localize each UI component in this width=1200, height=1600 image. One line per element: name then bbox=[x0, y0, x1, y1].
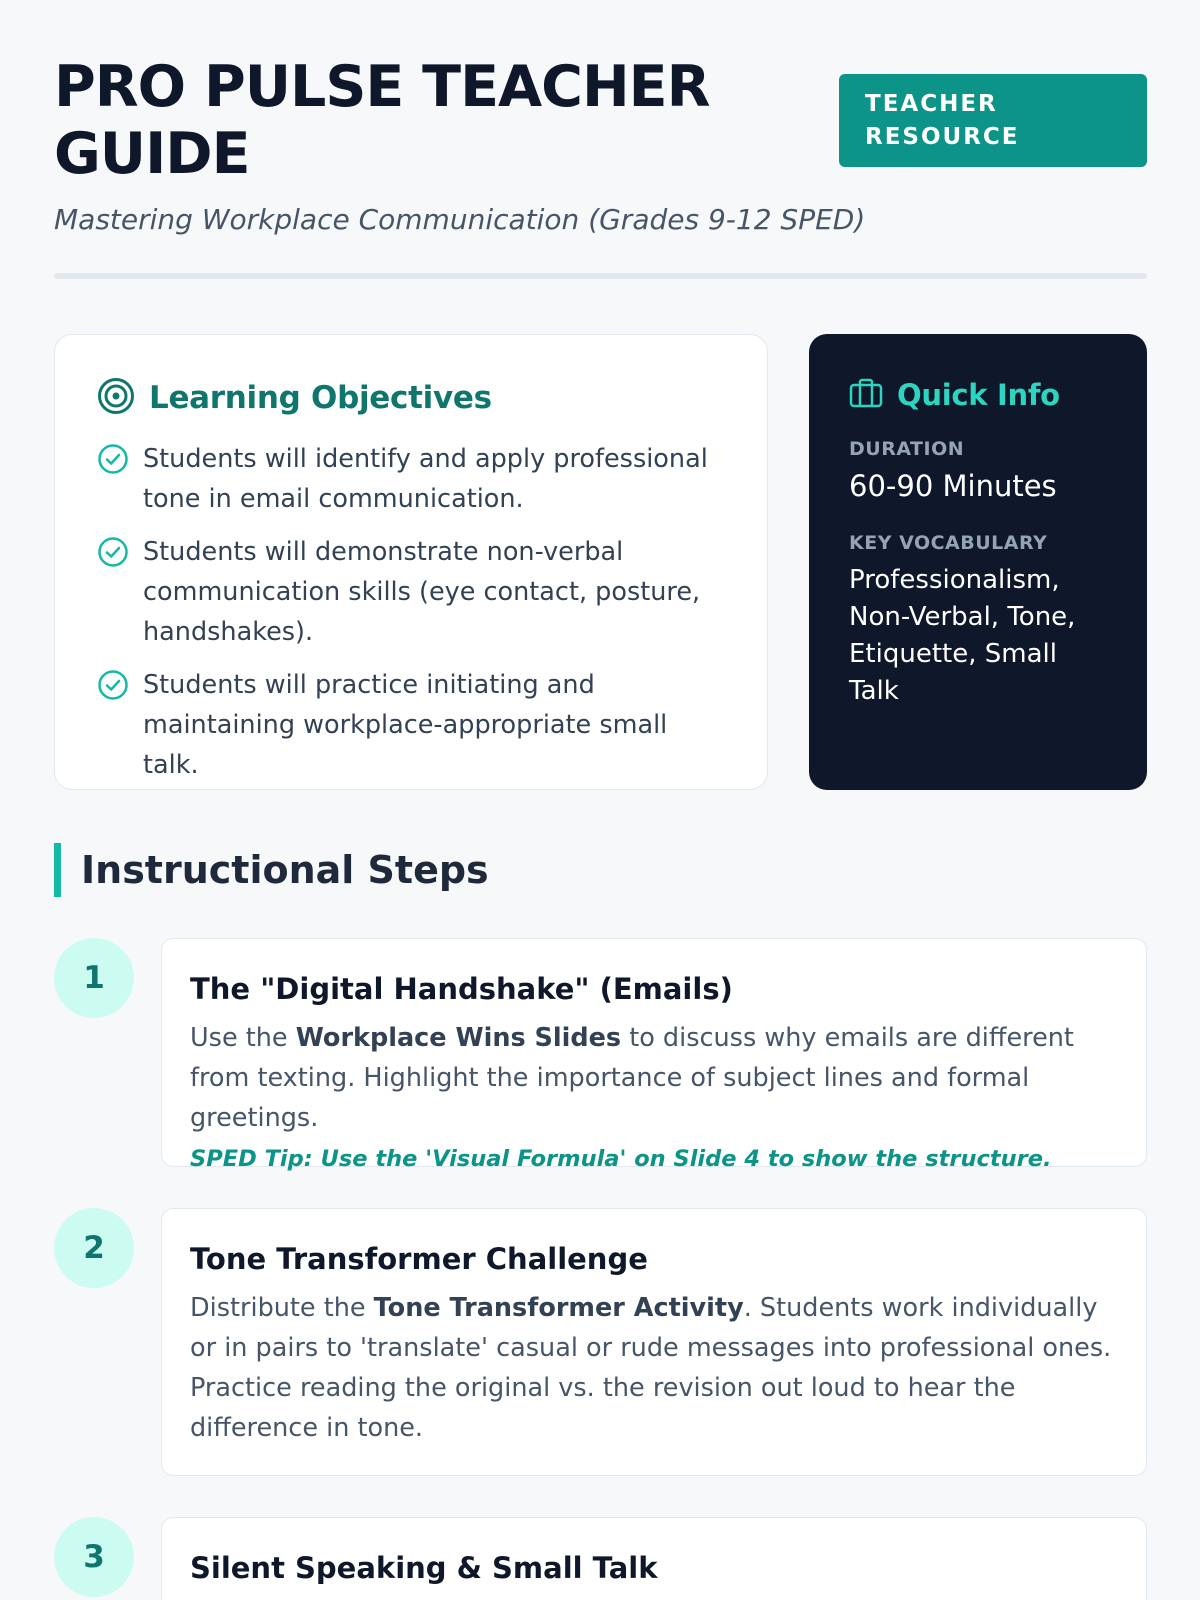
quick-info-header bbox=[849, 378, 1107, 412]
resource-name: Tone Transformer Activity bbox=[373, 1293, 744, 1323]
objective-text: Students will demonstrate non-verbal communication skills (eye contact, posture, handshakes). bbox=[143, 537, 701, 647]
step-title: The "Digital Handshake" (Emails) bbox=[190, 972, 733, 1006]
instructional-steps-heading: Instructional Steps bbox=[54, 843, 489, 897]
duration-label: DURATION bbox=[849, 438, 965, 460]
step-number-badge: 2 bbox=[54, 1208, 134, 1288]
objective-item bbox=[97, 532, 727, 652]
objective-text: Students will identify and apply professional tone in email communication. bbox=[143, 444, 708, 514]
resource-name: Workplace Wins Slides bbox=[295, 1023, 622, 1053]
check-circle-icon bbox=[97, 665, 129, 785]
step-card bbox=[161, 1208, 1147, 1476]
objective-text: Students will practice initiating and maintaining workplace-appropriate small talk. bbox=[143, 670, 668, 780]
key-vocabulary-label: KEY VOCABULARY bbox=[849, 532, 1048, 554]
page-header bbox=[54, 0, 1147, 280]
objective-item bbox=[97, 665, 727, 785]
objectives-list bbox=[97, 439, 727, 785]
step-title: Silent Speaking & Small Talk bbox=[190, 1551, 658, 1585]
check-circle-icon bbox=[97, 532, 129, 652]
duration-value: 60-90 Minutes bbox=[849, 469, 1057, 503]
quick-info-heading: Quick Info bbox=[897, 378, 1060, 412]
page-title: PRO PULSE TEACHER GUIDE bbox=[54, 54, 710, 187]
key-vocabulary-value: Professionalism, Non-Verbal, Tone, Etiquette, Small Talk bbox=[849, 565, 1076, 706]
quick-info-card bbox=[809, 334, 1147, 790]
step-card bbox=[161, 1517, 1147, 1600]
step-number-badge: 1 bbox=[54, 938, 134, 1018]
step-title: Tone Transformer Challenge bbox=[190, 1242, 648, 1276]
step-description: Distribute the Tone Transformer Activity. Students work individually or in pairs to 'translate' casual or rude messages into professional ones. Practice reading the original vs. the revision out loud to hear the difference in tone. bbox=[190, 1293, 1112, 1443]
sped-tip: SPED Tip: Use the 'Visual Formula' on Slide 4 to show the structure. bbox=[190, 1146, 1052, 1172]
objectives-header bbox=[97, 377, 727, 419]
target-icon bbox=[97, 377, 135, 419]
check-circle-icon bbox=[97, 439, 129, 519]
objective-item bbox=[97, 439, 727, 519]
step-description: Use the Workplace Wins Slides to discuss why emails are different from texting. Highlight the importance of subject lines and formal greetings. bbox=[190, 1023, 1074, 1133]
objectives-heading: Learning Objectives bbox=[149, 380, 492, 416]
step-number-badge: 3 bbox=[54, 1517, 134, 1597]
briefcase-icon bbox=[849, 378, 883, 412]
teacher-resource-badge: TEACHER RESOURCE bbox=[839, 74, 1147, 167]
step-card bbox=[161, 938, 1147, 1172]
page-subtitle: Mastering Workplace Communication (Grades 9-12 SPED) bbox=[54, 203, 866, 236]
header-divider bbox=[54, 273, 1147, 279]
learning-objectives-card bbox=[54, 334, 768, 790]
teacher-guide-page bbox=[54, 0, 1147, 1585]
